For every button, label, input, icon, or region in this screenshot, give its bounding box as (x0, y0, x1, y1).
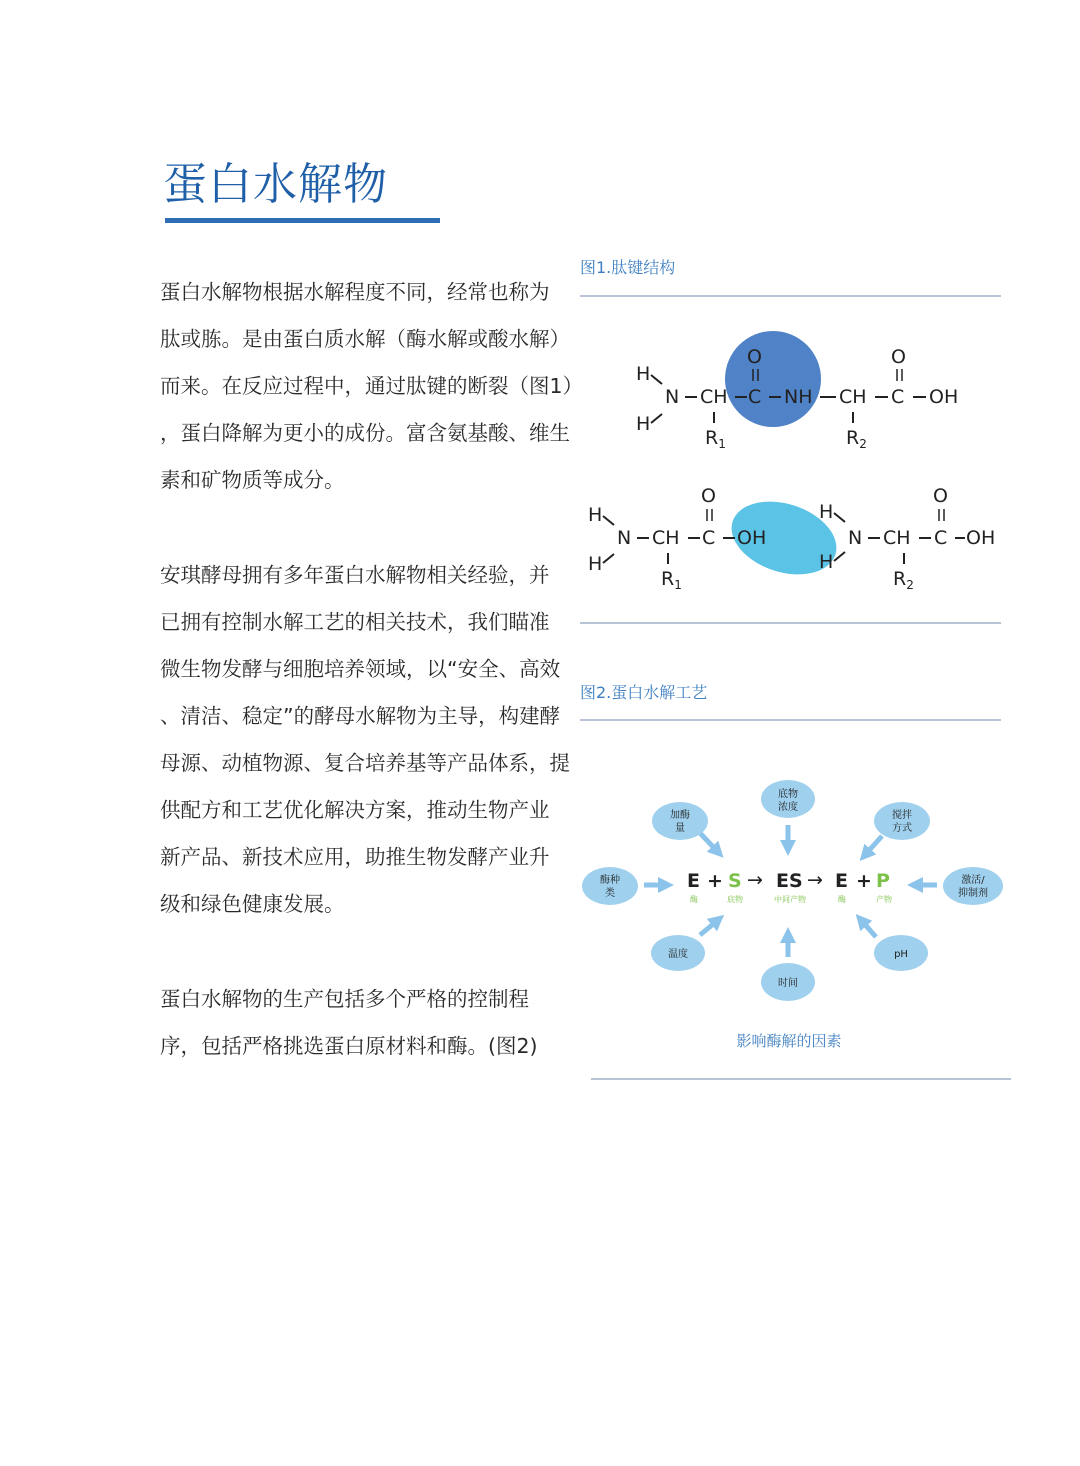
svg-text:E: E (687, 870, 700, 892)
text-line: ，蛋白降解为更小的成份。富含氨基酸、维生 (160, 421, 570, 445)
svg-text:激活/: 激活/ (961, 875, 985, 886)
svg-text:S: S (728, 870, 742, 892)
svg-text:产物: 产物 (876, 895, 892, 904)
text-line: 蛋白水解物根据水解程度不同，经常也称为 (160, 280, 550, 304)
atom-ch: CH (883, 527, 911, 549)
text-line: 蛋白水解物的生产包括多个严格的控制程 (160, 987, 529, 1011)
atom-h: H (819, 551, 834, 573)
atom-c: C (934, 527, 948, 549)
text-line: 新产品、新技术应用，助推生物发酵产业升 (160, 845, 550, 869)
svg-text:量: 量 (675, 823, 685, 834)
atom-h: H (588, 504, 603, 526)
atom-ch: CH (839, 386, 867, 408)
atom-c: C (702, 527, 716, 549)
atom-ch: CH (700, 386, 728, 408)
atom-h: H (819, 501, 834, 523)
factor-substrate-concentration (761, 780, 815, 818)
factor-enzyme-dose (652, 802, 708, 840)
svg-text:底物: 底物 (727, 895, 743, 904)
group-r2: $R_2$ (893, 568, 914, 592)
atom-o: O (891, 346, 906, 368)
svg-text:+: + (707, 870, 723, 892)
text-line: 级和绿色健康发展。 (160, 892, 345, 916)
svg-text:方式: 方式 (892, 823, 912, 834)
figure2-caption: 影响酶解的因素 (736, 1032, 842, 1050)
group-r1: $R_1$ (661, 568, 682, 592)
atom-n: N (665, 386, 680, 408)
svg-text:温度: 温度 (668, 949, 688, 960)
factor-ph (874, 935, 928, 971)
factor-enzyme-type (582, 867, 638, 905)
factor-stir-mode (874, 802, 930, 840)
arrow-icon (865, 836, 882, 855)
figure1-label: 图1.肽键结构 (580, 258, 676, 277)
svg-text:中间产物: 中间产物 (774, 895, 806, 904)
text-line: 、清洁、稳定”的酵母水解物为主导，构建酵 (160, 704, 561, 728)
reaction-equation (687, 869, 892, 904)
factor-temperature (651, 935, 705, 971)
atom-oh: OH (929, 386, 959, 408)
atom-n: N (848, 527, 863, 549)
atom-c: C (891, 386, 905, 408)
atom-c: C (748, 386, 762, 408)
svg-text:类: 类 (605, 888, 615, 899)
svg-text:搅拌: 搅拌 (892, 810, 912, 821)
svg-text:时间: 时间 (778, 978, 798, 989)
svg-text:加酶: 加酶 (670, 810, 690, 821)
text-line: 序，包括严格挑选蛋白原材料和酶。(图2) (160, 1034, 538, 1058)
arrow-icon (700, 833, 718, 852)
atom-o: O (747, 346, 762, 368)
atom-oh: OH (966, 527, 996, 549)
text-line: 已拥有控制水解工艺的相关技术，我们瞄准 (160, 610, 550, 634)
svg-text:P: P (876, 870, 890, 892)
svg-text:→: → (747, 869, 763, 891)
svg-text:E: E (835, 870, 848, 892)
atom-h: H (636, 363, 651, 385)
group-r2: $R_2$ (846, 427, 867, 451)
text-line: 微生物发酵与细胞培养领域，以“安全、高效 (160, 657, 561, 681)
svg-text:浓度: 浓度 (778, 802, 798, 813)
text-line: 肽或胨。是由蛋白质水解（酶水解或酸水解） (160, 327, 570, 351)
atom-oh: OH (737, 527, 767, 549)
svg-text:酶: 酶 (690, 895, 698, 904)
text-line: 安琪酵母拥有多年蛋白水解物相关经验，并 (160, 563, 550, 587)
svg-text:底物: 底物 (778, 789, 798, 800)
factor-activator-inhibitor (943, 867, 1003, 905)
arrow-icon (861, 920, 876, 937)
factor-time (761, 963, 815, 1001)
svg-text:pH: pH (894, 949, 908, 960)
svg-text:+: + (856, 870, 872, 892)
text-line: 母源、动植物源、复合培养基等产品体系，提 (160, 751, 570, 775)
svg-text:ES: ES (776, 870, 803, 892)
svg-text:酶种: 酶种 (600, 875, 620, 886)
figure2-label: 图2.蛋白水解工艺 (580, 683, 708, 702)
page-title: 蛋白水解物 (163, 159, 388, 210)
text-line: 供配方和工艺优化解决方案，推动生物产业 (160, 798, 550, 822)
atom-o: O (933, 485, 948, 507)
svg-text:抑制剂: 抑制剂 (958, 888, 988, 899)
atom-h: H (636, 413, 651, 435)
atom-h: H (588, 553, 603, 575)
atom-n: N (617, 527, 632, 549)
group-r1: $R_1$ (705, 427, 726, 451)
text-line: 而来。在反应过程中，通过肽键的断裂（图1） (160, 374, 584, 398)
atom-nh: NH (784, 386, 813, 408)
arrow-icon (700, 920, 718, 935)
atom-o: O (701, 485, 716, 507)
svg-text:酶: 酶 (838, 895, 846, 904)
atom-ch: CH (652, 527, 680, 549)
svg-text:→: → (807, 869, 823, 891)
text-line: 素和矿物质等成分。 (160, 468, 345, 492)
